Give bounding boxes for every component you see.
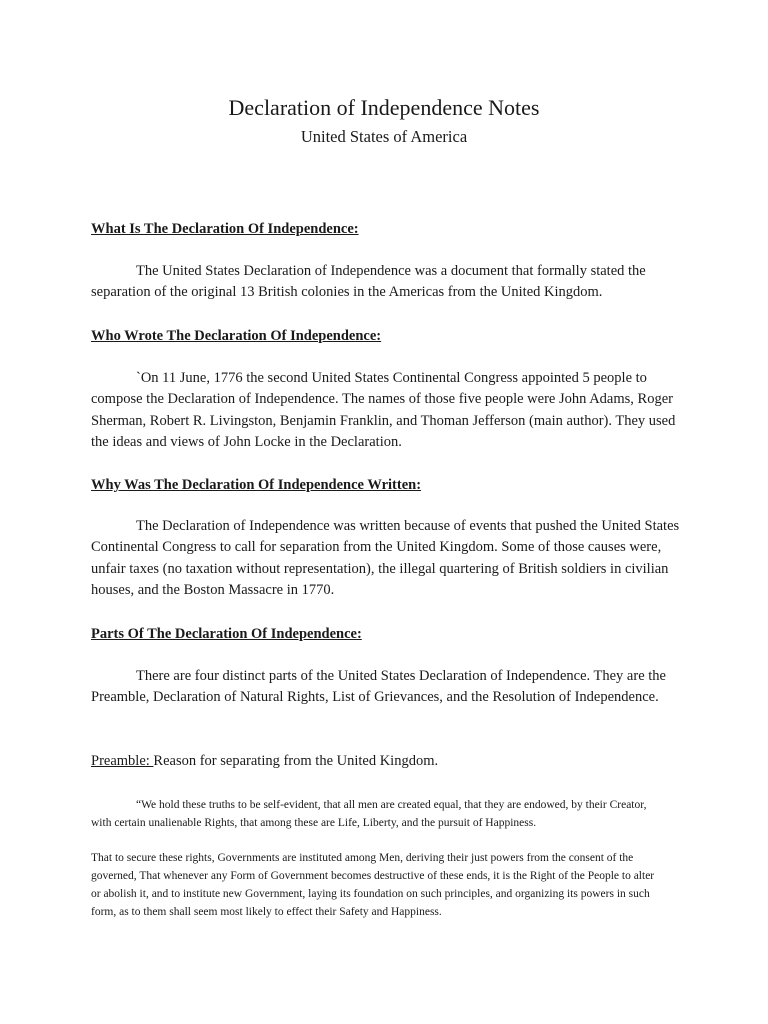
preamble-line xyxy=(91,751,691,772)
section-heading-why: Why Was The Declaration Of Independence Written: xyxy=(91,477,422,493)
section-heading-who: Who Wrote The Declaration Of Independence: xyxy=(91,328,382,344)
document-title: Declaration of Independence Notes xyxy=(228,95,540,120)
section-heading-what: What Is The Declaration Of Independence: xyxy=(91,221,359,237)
section-body-why: The Declaration of Independence was written because of events that pushed the United States Continental Congress to call for separation from the United Kingdom. Some of those causes were, unfair taxes (no taxation without representation), the illegal quartering of British soldiers in civilian houses, and the Boston Massacre in 1770. xyxy=(91,518,680,598)
quote-paragraph-1: “We hold these truths to be self-evident, that all men are created equal, that they are endowed, by their Creator, with certain unalienable Rights, that among these are Life, Liberty, and the pursuit of Happiness. xyxy=(91,799,647,829)
preamble-text: Reason for separating from the United Kingdom. xyxy=(153,753,439,769)
section-body-what: The United States Declaration of Independence was a document that formally stated the separation of the original 13 British colonies in the Americas from the United Kingdom. xyxy=(91,263,646,301)
section-body-who: `On 11 June, 1776 the second United States Continental Congress appointed 5 people to compose the Declaration of Independence. The names of those five people were John Adams, Roger Sherman, Robert R. Livingston, Benjamin Franklin, and Thoman Jefferson (main author). They used the ideas and views of John Locke in the Declaration. xyxy=(91,370,676,450)
preamble-label: Preamble: xyxy=(91,753,154,769)
quote-paragraph-2: That to secure these rights, Governments are instituted among Men, deriving their just powers from the consent of the governed, That whenever any Form of Government becomes destructive of these ends, it is the Right of the People to alter or abolish it, and to institute new Government, laying its foundation on such principles, and organizing its powers in such form, as to them shall seem most likely to effect their Safety and Happiness. xyxy=(91,852,655,918)
section-heading-parts: Parts Of The Declaration Of Independence: xyxy=(91,626,362,642)
document-subtitle: United States of America xyxy=(300,127,468,146)
section-body-parts: There are four distinct parts of the United States Declaration of Independence. They are the Preamble, Declaration of Natural Rights, List of Grievances, and the Resolution of Independence. xyxy=(91,668,666,706)
